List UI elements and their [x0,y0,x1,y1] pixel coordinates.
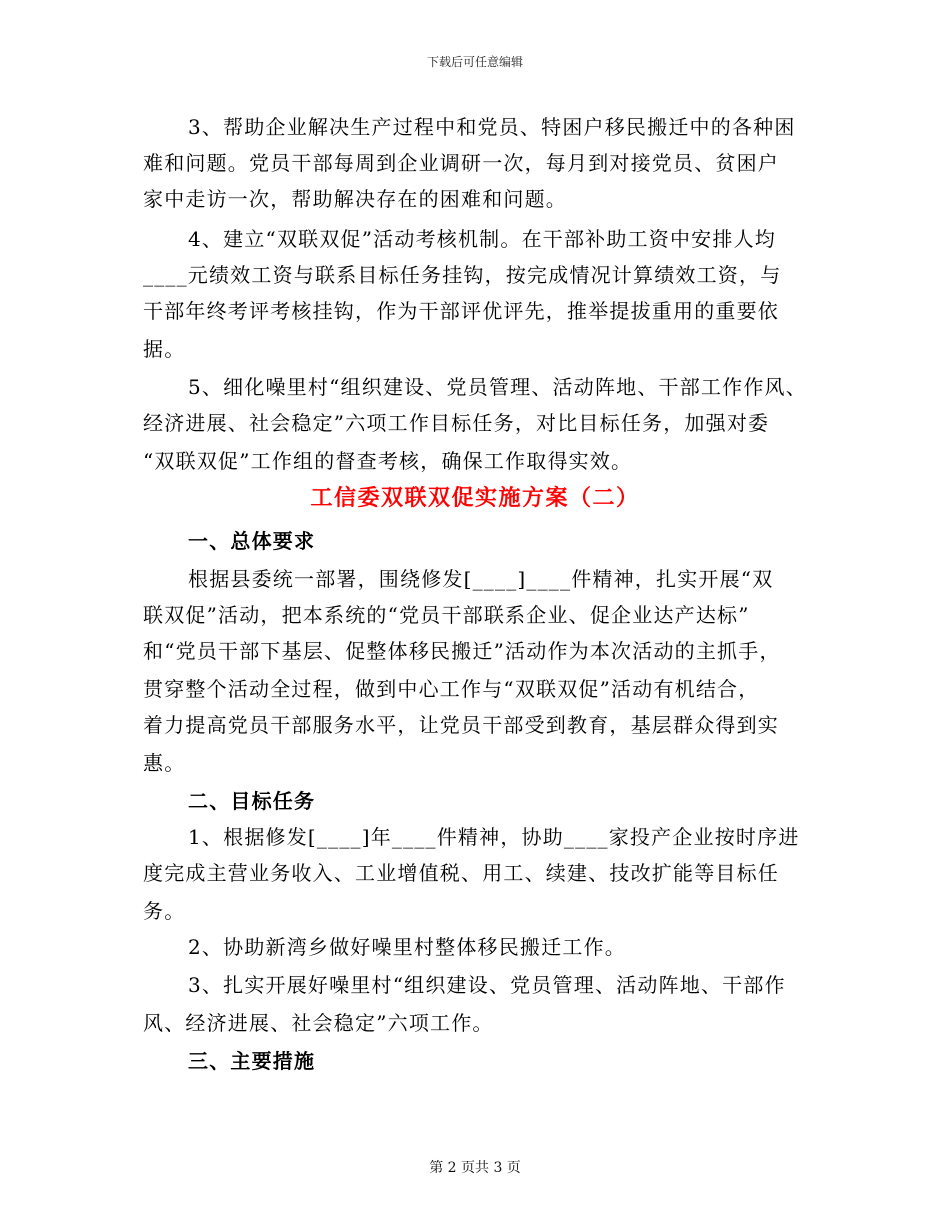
paragraph-line: 干部年终考评考核挂钩，作为干部评优评先，推举提拔重用的重要依 [143,299,779,323]
page-header: 下载后可任意编辑 [426,55,523,69]
paragraph-line: 据。 [143,337,186,361]
paragraph-line: 务。 [143,899,186,923]
paragraph-line: 惠。 [143,751,186,775]
paragraph-line: 度完成主营业务收入、工业增值税、用工、续建、技改扩能等目标任 [143,861,779,885]
paragraph-line: 风、经济进展、社会稳定”六项工作。 [143,1011,494,1035]
paragraph-line: “双联双促”工作组的督查考核，确保工作取得实效。 [143,449,633,473]
section-title: 工信委双联双促实施方案（二） [310,485,640,511]
paragraph-line: ____元绩效工资与联系目标任务挂钩，按完成情况计算绩效工资，与 [143,263,782,287]
paragraph-line: 5、细化噪里村“组织建设、党员管理、活动阵地、干部工作作风、 [188,375,807,399]
section-heading: 一、总体要求 [188,529,316,553]
paragraph-line: 1、根据修发[____]年____件精神，协助____家投产企业按时序进 [188,825,800,849]
paragraph-line: 3、扎实开展好噪里村“组织建设、党员管理、活动阵地、干部作 [188,973,786,997]
paragraph-line: 2、协助新湾乡做好噪里村整体移民搬迁工作。 [188,935,626,959]
paragraph-line: 经济进展、社会稳定”六项工作目标任务，对比目标任务，加强对委 [143,411,770,435]
section-heading: 二、目标任务 [188,789,316,813]
paragraph-line: 贯穿整个活动全过程，做到中心工作与“双联双促”活动有机结合， [143,677,760,701]
paragraph-line: 难和问题。党员干部每周到企业调研一次，每月到对接党员、贫困户 [143,151,779,175]
page-footer: 第 2 页共 3 页 [429,1160,521,1176]
paragraph-line: 和“党员干部下基层、促整体移民搬迁”活动作为本次活动的主抓手， [143,639,781,663]
paragraph-line: 4、建立“双联双促”活动考核机制。在干部补助工资中安排人均 [188,227,776,251]
paragraph-line: 家中走访一次，帮助解决存在的困难和问题。 [143,187,567,211]
paragraph-line: 根据县委统一部署，围绕修发[____]____件精神，扎实开展“双 [188,567,774,591]
paragraph-line: 着力提高党员干部服务水平，让党员干部受到教育，基层群众得到实 [143,713,779,737]
paragraph-line: 3、帮助企业解决生产过程中和党员、特困户移民搬迁中的各种困 [188,115,796,139]
paragraph-line: 联双促”活动，把本系统的“党员干部联系企业、促企业达产达标” [143,603,750,627]
section-heading: 三、主要措施 [188,1049,316,1073]
